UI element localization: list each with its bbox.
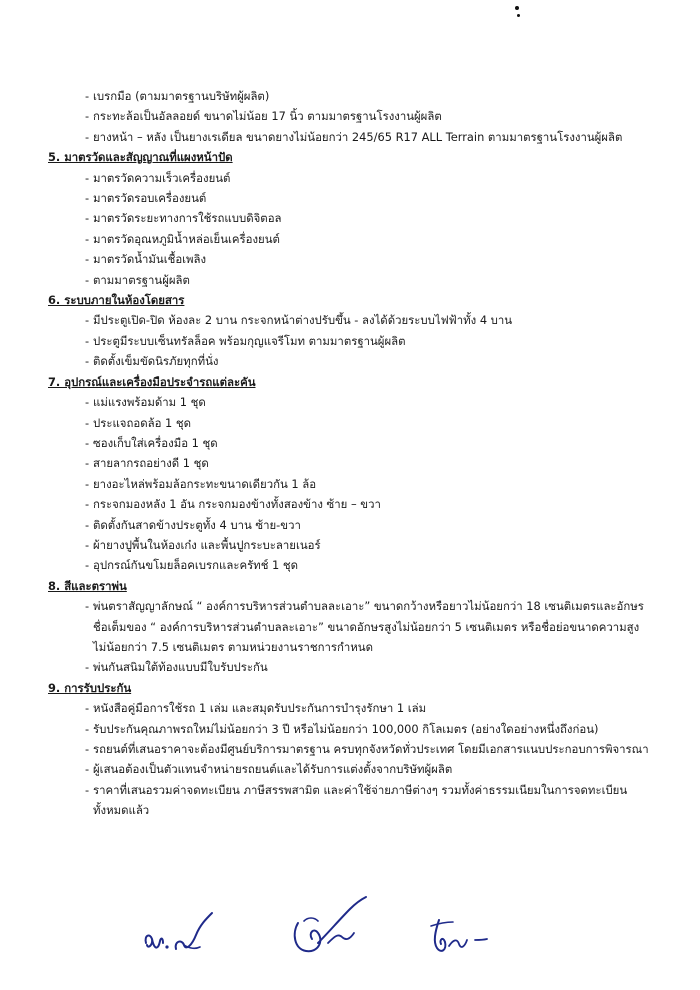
bullet: -: [85, 395, 90, 410]
bullet: -: [85, 435, 90, 450]
bullet: -: [85, 517, 90, 532]
signature-3-drawing: [425, 912, 505, 962]
bullet: -: [85, 211, 90, 226]
list-item: - มาตรวัดอุณหภูมิน้ำหล่อเย็นเครื่องยนต์: [48, 229, 668, 249]
bullet: -: [85, 313, 90, 328]
list-item: - มาตรวัดระยะทางการใช้รถแบบดิจิตอล: [48, 208, 668, 228]
signature-1-drawing: [140, 905, 220, 960]
list-item: - หนังสือคู่มือการใช้รถ 1 เล่ม และสมุดรับประกันการบำรุงรักษา 1 เล่ม: [48, 698, 668, 718]
list-item: - ประแจถอดล้อ 1 ชุด: [48, 413, 668, 433]
list-item: - แม่แรงพร้อมด้าม 1 ชุด: [48, 392, 668, 412]
signature-1: [140, 905, 220, 960]
bullet: -: [85, 129, 90, 144]
list-item: - รถยนต์ที่เสนอราคาจะต้องมีศูนย์บริการมาตรฐาน ครบทุกจังหวัดทั่วประเทศ โดยมีเอกสารแนบประกอบการพิจารณา: [48, 739, 668, 759]
bullet: -: [85, 272, 90, 287]
section-heading: 8. สีและตราพ่น: [48, 578, 127, 593]
list-item: - ตามมาตรฐานผู้ผลิต: [48, 270, 668, 290]
bullet: -: [85, 701, 90, 716]
bullet: -: [85, 170, 90, 185]
bullet: -: [85, 599, 90, 614]
list-item: - ผู้เสนอต้องเป็นตัวแทนจำหน่ายรถยนต์และได้รับการแต่งตั้งจากบริษัทผู้ผลิต: [48, 759, 668, 779]
signature-2: [288, 893, 383, 963]
spec-list: [48, 86, 668, 821]
bullet: -: [85, 497, 90, 512]
list-item: - กระจกมองหลัง 1 อัน กระจกมองข้างทั้งสองข้าง ซ้าย – ขวา: [48, 494, 668, 514]
section-heading: 6. ระบบภายในห้องโดยสาร: [48, 293, 185, 308]
bullet: -: [85, 721, 90, 736]
list-item: - ยางอะไหล่พร้อมล้อกระทะขนาดเดียวกัน 1 ล้อ: [48, 474, 668, 494]
bullet: -: [85, 660, 90, 675]
list-item: - สายลากรถอย่างดี 1 ชุด: [48, 453, 668, 473]
bullet: -: [85, 762, 90, 777]
list-item: - รับประกันคุณภาพรถใหม่ไม่น้อยกว่า 3 ปี หรือไม่น้อยกว่า 100,000 กิโลเมตร (อย่างใดอย่างหนึ่งถึงก่อน): [48, 719, 668, 739]
bullet: -: [85, 191, 90, 206]
list-item: - พ่นกันสนิมใต้ท้องแบบมีใบรับประกัน: [48, 657, 668, 677]
bullet: -: [85, 782, 90, 797]
section-heading: 7. อุปกรณ์และเครื่องมือประจำรถแต่ละคัน: [48, 374, 256, 389]
list-item: - ราคาที่เสนอรวมค่าจดทะเบียน ภาษีสรรพสามิต และค่าใช้จ่ายภาษีต่างๆ รวมทั้งค่าธรรมเนียมในการจดทะเบียนทั้งหมดแล้ว: [48, 780, 668, 821]
list-item: - ผ้ายางปูพื้นในห้องเก๋ง และพื้นปูกระบะลายเนอร์: [48, 535, 668, 555]
bullet: -: [85, 252, 90, 267]
list-item: - มาตรวัดความเร็วเครื่องยนต์: [48, 168, 668, 188]
list-item: - ติดตั้งกันสาดข้างประตูทั้ง 4 บาน ซ้าย-ขวา: [48, 515, 668, 535]
bullet: -: [85, 89, 90, 103]
signature-2-drawing: [288, 893, 383, 963]
list-item: - มาตรวัดน้ำมันเชื้อเพลิง: [48, 249, 668, 269]
list-item: - ติดตั้งเข็มขัดนิรภัยทุกที่นั่ง: [48, 351, 668, 371]
list-item: - ประตูมีระบบเซ็นทรัลล็อค พร้อมกุญแจรีโมท ตามมาตรฐานผู้ผลิต: [48, 331, 668, 351]
scan-speck: [517, 14, 520, 17]
list-item: - เบรกมือ (ตามมาตรฐานบริษัทผู้ผลิต): [48, 86, 668, 106]
list-item: - ยางหน้า – หลัง เป็นยางเรเดียล ขนาดยางไม่น้อยกว่า 245/65 R17 ALL Terrain ตามมาตรฐานโรงงานผู้ผลิต: [48, 127, 668, 147]
bullet: -: [85, 742, 90, 756]
list-item: - พ่นตราสัญญาลักษณ์ “ องค์การบริหารส่วนตำบลละเอาะ” ขนาดกว้างหรือยาวไม่น้อยกว่า 18 เซนติเมตรและอักษรชื่อเต็มของ “ องค์การบริหารส่วนตำบลละเอาะ” ขนาดอักษรสูงไม่น้อยกว่า 5 เซนติเมตร หรือชื่อย่อขนาดความสูงไม่น้อยกว่า 7.5 เซนติเมตร ตามหน่วยงานราชการกำหนด: [48, 596, 668, 657]
bullet: -: [85, 476, 90, 491]
list-item: - กระทะล้อเป็นอัลลอยด์ ขนาดไม่น้อย 17 นิ้ว ตามมาตรฐานโรงงานผู้ผลิต: [48, 106, 668, 126]
bullet: -: [85, 558, 90, 573]
bullet: -: [85, 333, 90, 348]
section-heading: 9. การรับประกัน: [48, 680, 132, 695]
section-heading: 5. มาตรวัดและสัญญาณที่แผงหน้าปัด: [48, 150, 233, 165]
bullet: -: [85, 415, 90, 430]
bullet: -: [85, 231, 90, 246]
list-item: - ซองเก็บใส่เครื่องมือ 1 ชุด: [48, 433, 668, 453]
list-item: - มาตรวัดรอบเครื่องยนต์: [48, 188, 668, 208]
bullet: -: [85, 456, 90, 471]
signature-3: [425, 912, 505, 962]
bullet: -: [85, 354, 90, 369]
bullet: -: [85, 537, 90, 552]
list-item: - มีประตูเปิด-ปิด ห้องละ 2 บาน กระจกหน้าต่างปรับขึ้น - ลงได้ด้วยระบบไฟฟ้าทั้ง 4 บาน: [48, 310, 668, 330]
bullet: -: [85, 109, 90, 124]
list-item: - อุปกรณ์กันขโมยล็อคเบรกและครัทช์ 1 ชุด: [48, 555, 668, 575]
scan-speck: [515, 6, 519, 10]
